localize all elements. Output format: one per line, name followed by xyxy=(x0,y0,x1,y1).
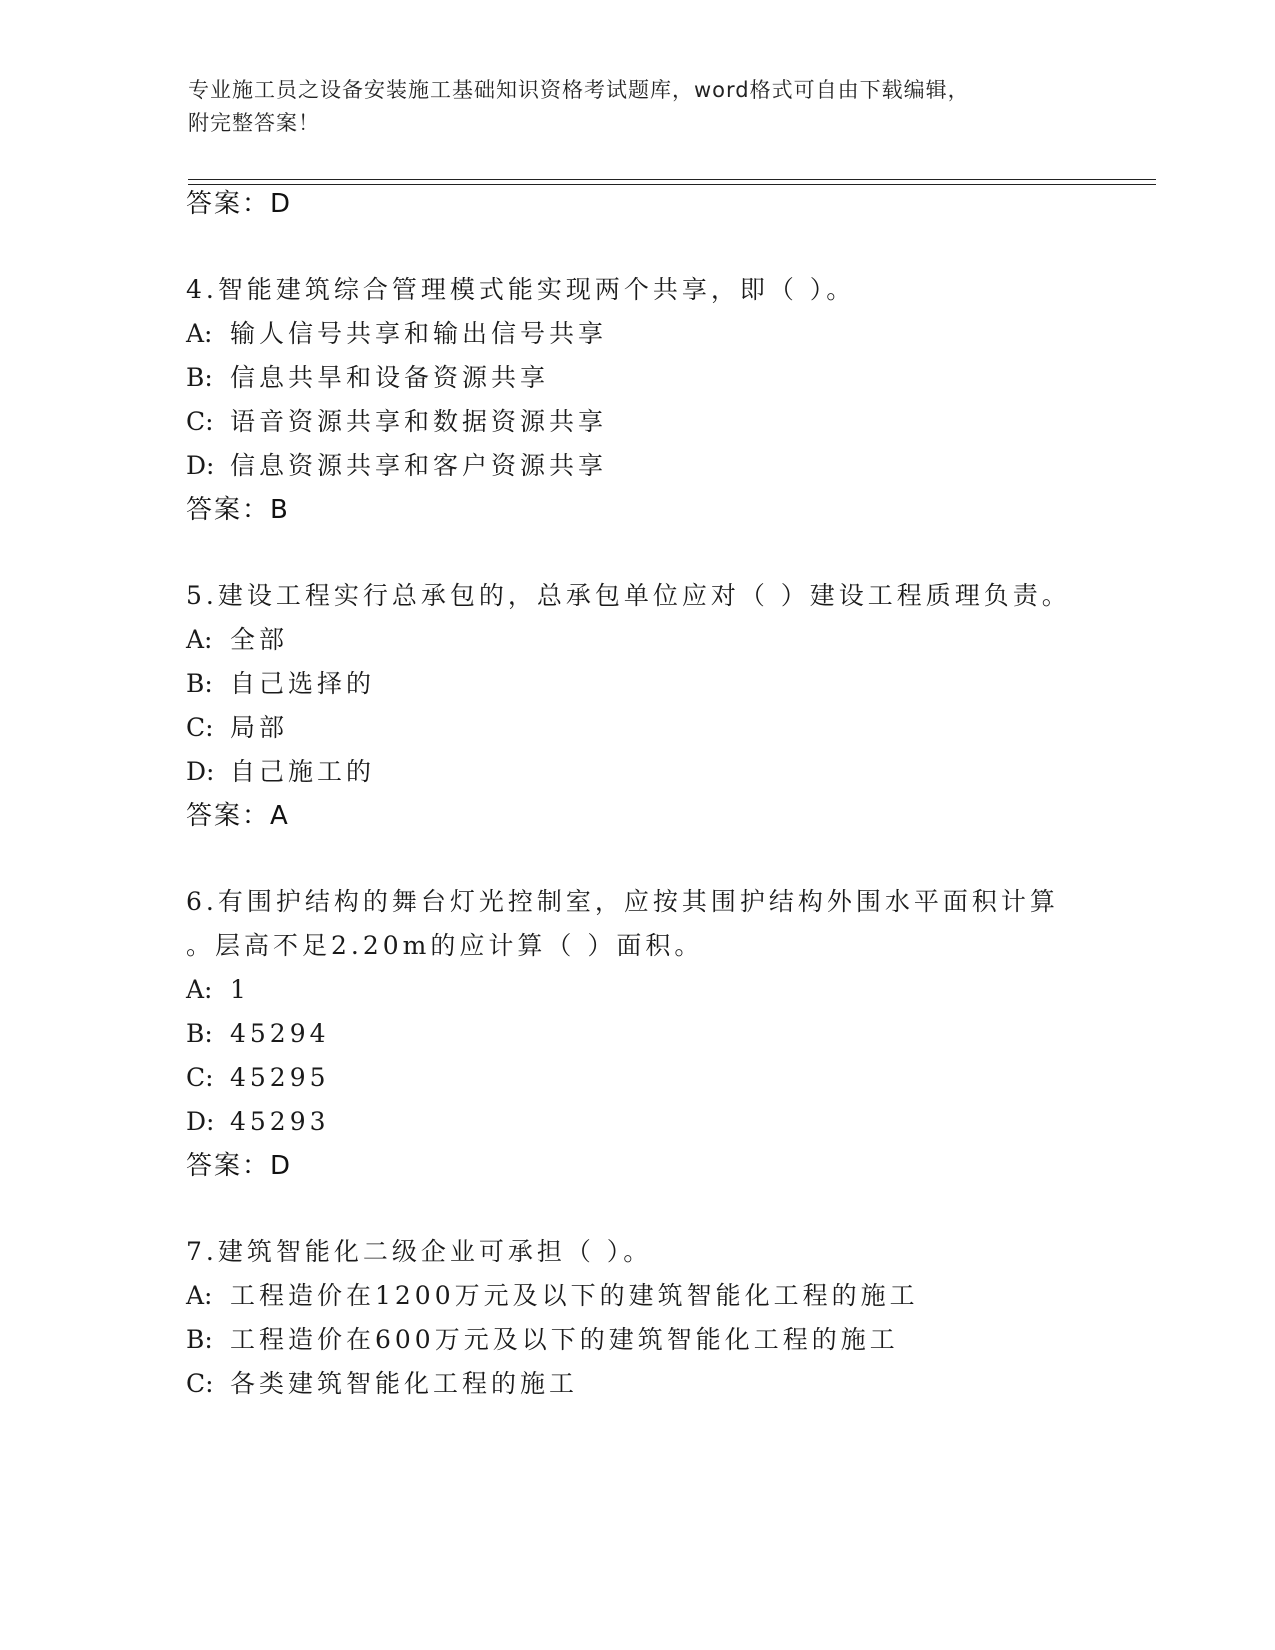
question-4-stem: 4.智能建筑综合管理模式能实现两个共享，即（ ）。 xyxy=(186,275,856,304)
option-text: 全部 xyxy=(230,625,289,654)
question-6-option-b xyxy=(186,1018,330,1050)
option-letter: B: xyxy=(186,1325,213,1354)
option-letter: C: xyxy=(186,407,214,436)
question-5-option-d xyxy=(186,756,375,788)
answer-q5: 答案：A xyxy=(186,801,290,831)
option-letter: A: xyxy=(186,975,213,1004)
question-6-option-c xyxy=(186,1062,330,1094)
option-letter: A: xyxy=(186,319,213,348)
option-text: 自己施工的 xyxy=(230,757,376,786)
question-6-stem-continued: 。层高不足2.20m的应计算（ ）面积。 xyxy=(186,931,704,960)
question-5-option-a xyxy=(186,624,288,656)
question-5-stem: 5.建设工程实行总承包的，总承包单位应对（ ）建设工程质理负责。 xyxy=(186,581,1071,610)
option-text: 信息共旱和设备资源共享 xyxy=(230,363,550,392)
option-letter: A: xyxy=(186,625,213,654)
option-letter: A: xyxy=(186,1281,213,1310)
option-letter: C: xyxy=(186,1369,214,1398)
question-4-option-c xyxy=(186,406,607,438)
header-divider-bottom xyxy=(188,184,1156,185)
question-7-option-a xyxy=(186,1280,919,1312)
option-letter: D: xyxy=(186,1107,215,1136)
document-header xyxy=(188,74,1088,140)
answer-q3: 答案：D xyxy=(186,189,293,219)
option-letter: C: xyxy=(186,713,214,742)
option-text: 工程造价在1200万元及以下的建筑智能化工程的施工 xyxy=(230,1281,919,1310)
question-6-option-d xyxy=(186,1106,330,1138)
question-7-option-b xyxy=(186,1324,899,1356)
option-letter: B: xyxy=(186,669,213,698)
question-4-option-d xyxy=(186,450,607,482)
header-line-1: 专业施工员之设备安装施工基础知识资格考试题库，word格式可自由下载编辑， xyxy=(188,78,970,102)
option-text: 1 xyxy=(230,975,250,1004)
question-5-option-c xyxy=(186,712,288,744)
question-7-stem: 7.建筑智能化二级企业可承担（ ）。 xyxy=(186,1237,653,1266)
option-letter: D: xyxy=(186,757,215,786)
option-text: 语音资源共享和数据资源共享 xyxy=(230,407,608,436)
option-text: 各类建筑智能化工程的施工 xyxy=(230,1369,579,1398)
question-5-option-b xyxy=(186,668,375,700)
option-text: 自己选择的 xyxy=(230,669,376,698)
option-text: 工程造价在600万元及以下的建筑智能化工程的施工 xyxy=(230,1325,899,1354)
question-6-stem: 6.有围护结构的舞台灯光控制室，应按其围护结构外围水平面积计算 xyxy=(186,887,1059,916)
option-text: 45295 xyxy=(230,1063,330,1092)
option-text: 45294 xyxy=(230,1019,330,1048)
option-text: 输人信号共享和输出信号共享 xyxy=(230,319,608,348)
answer-q4: 答案：B xyxy=(186,495,290,525)
header-line-2: 附完整答案！ xyxy=(188,111,320,135)
option-text: 局部 xyxy=(230,713,289,742)
header-divider-top xyxy=(188,179,1156,180)
option-letter: B: xyxy=(186,1019,213,1048)
option-letter: D: xyxy=(186,451,215,480)
option-letter: B: xyxy=(186,363,213,392)
question-4-option-b xyxy=(186,362,549,394)
option-text: 45293 xyxy=(230,1107,330,1136)
question-7-option-c xyxy=(186,1368,578,1400)
question-4-option-a xyxy=(186,318,607,350)
option-letter: C: xyxy=(186,1063,214,1092)
question-6-option-a xyxy=(186,974,250,1006)
answer-q6: 答案：D xyxy=(186,1151,293,1181)
option-text: 信息资源共享和客户资源共享 xyxy=(230,451,608,480)
